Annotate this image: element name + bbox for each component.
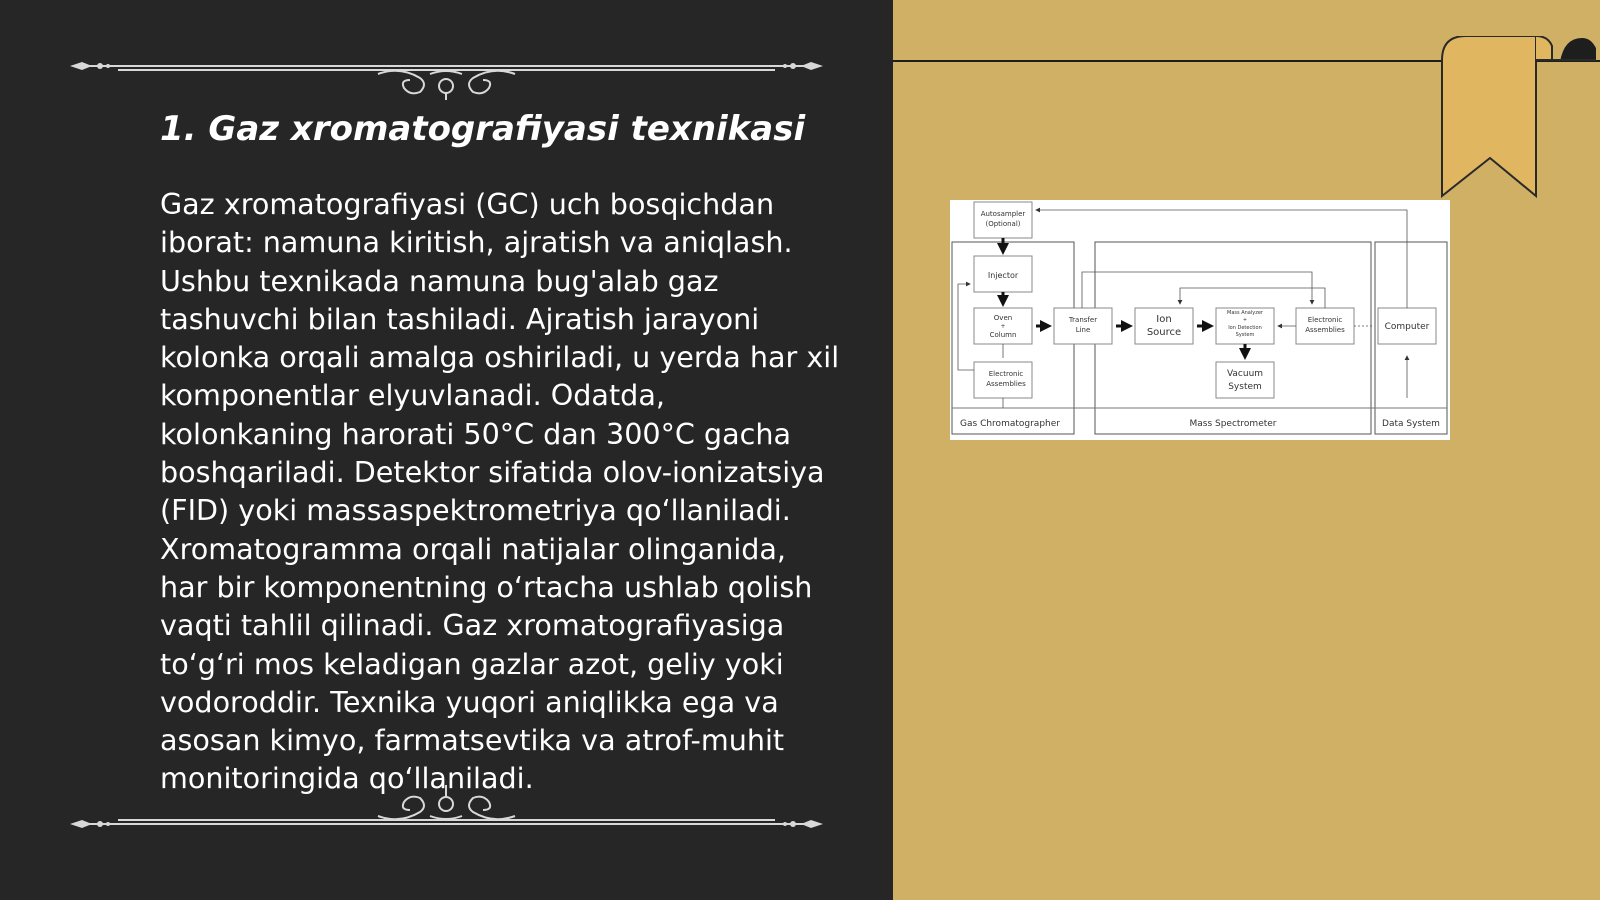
slide-title: 1. Gaz xromatografiyasi texnikasi [160, 109, 806, 149]
vacuum-label-1: Vacuum [1226, 369, 1264, 379]
gc-section-label: Gas Chromatographer [960, 419, 1060, 429]
oven-label-1: Oven [993, 314, 1013, 322]
slide-body-text: Gaz xromatografiyasi (GC) uch bosqichdan iborat: namuna kiritish, ajratish va aniqlash. Ushbu texnikada namuna bug'alab gaz tashuvchi bilan tashiladi. Ajratish jarayoni kolonka orqali amalga oshiriladi, u yerda har xil komponentlar elyuvlanadi. Odatda, kolonkaning harorati 50°C dan 300°C gacha boshqariladi. Detektor sifatida olov-ionizatsiya (FID) yoki massaspektrometriya qo‘llaniladi. Xromatogramma orqali natijalar olinganida, har bir komponentning o‘rtacha ushlab qolish vaqti tahlil qilinadi. Gaz xromatografiyasiga to‘g‘ri mos keladigan gazlar azot, geliy yoki vodoroddir. Texnika yuqori aniqlikka ega va asosan kimyo, farmatsevtika va atrof-muhit monitoringida qo‘llaniladi. [160, 187, 840, 796]
ms-electronic-label-1: Electronic [1307, 316, 1343, 324]
mass-analyzer-label-1: Mass Analyzer [1227, 310, 1263, 316]
gc-ms-block-diagram [950, 200, 1450, 440]
oven-label-3: Column [989, 331, 1017, 339]
vacuum-label-2: System [1228, 382, 1262, 392]
mass-analyzer-label-2: + [1242, 317, 1248, 323]
gc-electronic-label-1: Electronic [988, 370, 1024, 378]
mass-analyzer-label-3: Ion Detection [1228, 325, 1262, 331]
autosampler-label-2: (Optional) [985, 220, 1021, 228]
ds-section-label: Data System [1382, 419, 1440, 429]
bottom-ornament [0, 775, 893, 835]
autosampler-label-1: Autosampler [980, 210, 1026, 218]
computer-label: Computer [1384, 322, 1430, 332]
vacuum-system-box [1216, 362, 1274, 398]
transfer-label-1: Transfer [1068, 316, 1098, 324]
ms-electronic-label-2: Assemblies [1305, 326, 1345, 334]
oven-label-2: + [1000, 323, 1006, 330]
mass-analyzer-label-4: System [1235, 332, 1255, 338]
ms-section-label: Mass Spectrometer [1189, 419, 1277, 429]
gc-electronic-label-2: Assemblies [986, 380, 1026, 388]
ion-source-label-2: Source [1146, 327, 1182, 338]
bookmark-ribbon [1436, 36, 1596, 198]
top-ornament [0, 40, 893, 100]
injector-label: Injector [987, 271, 1019, 280]
ion-source-label-1: Ion [1156, 314, 1172, 325]
transfer-label-2: Line [1075, 326, 1091, 334]
